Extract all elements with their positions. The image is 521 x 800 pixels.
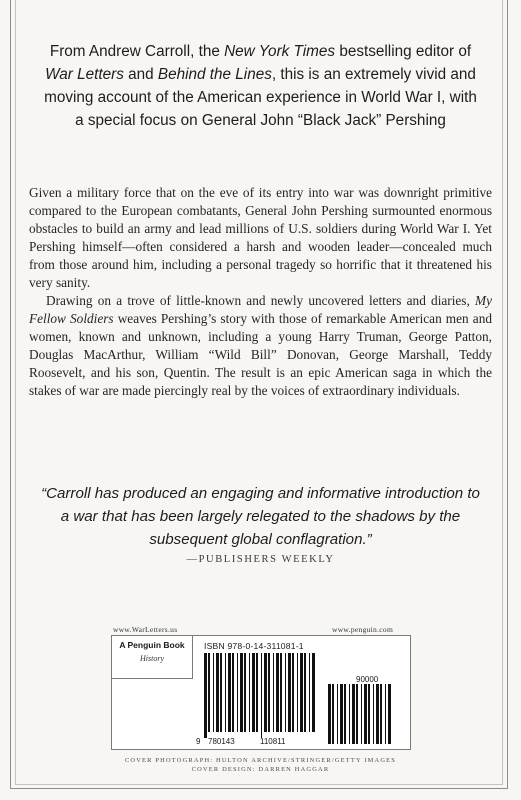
barcode-bar	[300, 653, 303, 732]
tagline-and: and	[123, 66, 158, 83]
publisher-label: A Penguin Book	[119, 640, 185, 650]
book-description	[29, 184, 492, 400]
tagline-pre: From Andrew Carroll, the	[49, 43, 225, 60]
barcode-bar	[328, 684, 331, 744]
barcode-bar	[237, 653, 238, 732]
barcode-bar	[213, 653, 214, 732]
tagline-mid: bestselling editor of	[335, 43, 472, 60]
tagline	[40, 40, 481, 132]
barcode-bar	[352, 684, 355, 744]
barcode-bar	[220, 653, 222, 732]
barcode-bar	[380, 684, 382, 744]
barcode-block	[111, 635, 411, 750]
barcode-bar	[204, 653, 207, 738]
photo-credit: COVER PHOTOGRAPH: HULTON ARCHIVE/STRINGER/GETTY IMAGES	[124, 757, 397, 764]
tagline-book-1: War Letters	[45, 66, 124, 83]
barcode-bar	[344, 684, 346, 744]
barcode-bar	[228, 653, 231, 732]
barcode-bar	[288, 653, 291, 732]
barcode-bar	[292, 653, 294, 732]
description-p2-title: My Fellow Soldiers	[29, 293, 492, 326]
barcode-bar	[368, 684, 370, 744]
barcode-bar	[332, 684, 334, 744]
barcode-bar	[208, 653, 210, 732]
barcode-bar	[312, 653, 315, 732]
category-label: History	[140, 654, 164, 663]
barcode-bar	[297, 653, 298, 732]
barcode-bar	[349, 684, 350, 744]
website-right[interactable]: www.penguin.com	[332, 625, 394, 634]
isbn-text: ISBN 978-0-14-311081-1	[204, 641, 304, 651]
description-paragraph-1: Given a military force that on the eve of its entry into war was downright primitive compared to the European combatants, General John Pershing surmounted enormous obstacles to build an army and lead millions of U.S. soldiers during World War I. Yet Pershing himself—often considered a harsh and wooden leader—concealed much from those around him, including a personal tragedy so horrific that it threatened his very sanity.	[29, 185, 492, 290]
barcode-bar	[280, 653, 282, 732]
barcode-bar	[240, 653, 243, 732]
tagline-book-2: Behind the Lines	[157, 66, 272, 83]
barcode-first-digit: 9	[196, 737, 201, 746]
price-code-digits: 90000	[356, 675, 379, 684]
barcode-bar	[361, 684, 362, 744]
description-p2-pre: Drawing on a trove of little-known and newly uncovered letters and diaries,	[46, 293, 476, 308]
review-source: —PUBLISHERS WEEKLY	[186, 554, 335, 565]
barcode-bar	[309, 653, 310, 732]
barcode-bar	[337, 684, 338, 744]
description-p2-post: weaves Pershing’s story with those of remarkable American men and women, known and unknown, including a young Harry Truman, George Patton, Douglas MacArthur, William “Wild Bill” Donovan, George Marshall, Teddy Roosevelt, and his son, Quentin. The result is an epic American saga in which the stakes of war are made piercingly real by the voices of extraordinary individuals.	[29, 311, 492, 398]
barcode-bar	[373, 684, 374, 744]
barcode-bar	[385, 684, 386, 744]
barcode-bar	[225, 653, 226, 732]
barcode-bar	[249, 653, 250, 732]
barcode-bar	[252, 653, 255, 732]
barcode-bar	[261, 653, 262, 738]
tagline-nyt: New York Times	[224, 43, 336, 60]
barcode-bar	[364, 684, 367, 744]
tagline-post: , this is an extremely vivid and moving account of the American experience in World War I, with a special focus on General John “Black Jack” Pershing	[44, 66, 477, 129]
review-quote: “Carroll has produced an engaging and informative introduction to a war that has been largely relegated to the shadows by the subsequent global conflagration.”	[41, 485, 480, 548]
barcode-bar	[232, 653, 234, 732]
barcode-bar	[268, 653, 270, 732]
barcode-digits-right: 110811	[260, 737, 286, 746]
barcode-bar	[273, 653, 274, 732]
barcode-bar	[264, 653, 267, 732]
barcode-bar	[340, 684, 343, 744]
website-left[interactable]: www.WarLetters.us	[113, 625, 178, 634]
barcode-digits-left: 780143	[208, 737, 235, 746]
barcode-bar	[388, 684, 391, 744]
barcode-bar	[356, 684, 358, 744]
barcode-bars	[112, 636, 412, 751]
barcode-bar	[376, 684, 379, 744]
barcode-bar	[276, 653, 279, 732]
barcode-bar	[256, 653, 258, 732]
description-paragraph-2	[29, 292, 492, 400]
barcode-bar	[244, 653, 246, 732]
barcode-bar	[304, 653, 306, 732]
design-credit: COVER DESIGN: DARREN HAGGAR	[191, 766, 330, 773]
barcode-bar	[285, 653, 286, 732]
barcode-bar	[216, 653, 219, 732]
